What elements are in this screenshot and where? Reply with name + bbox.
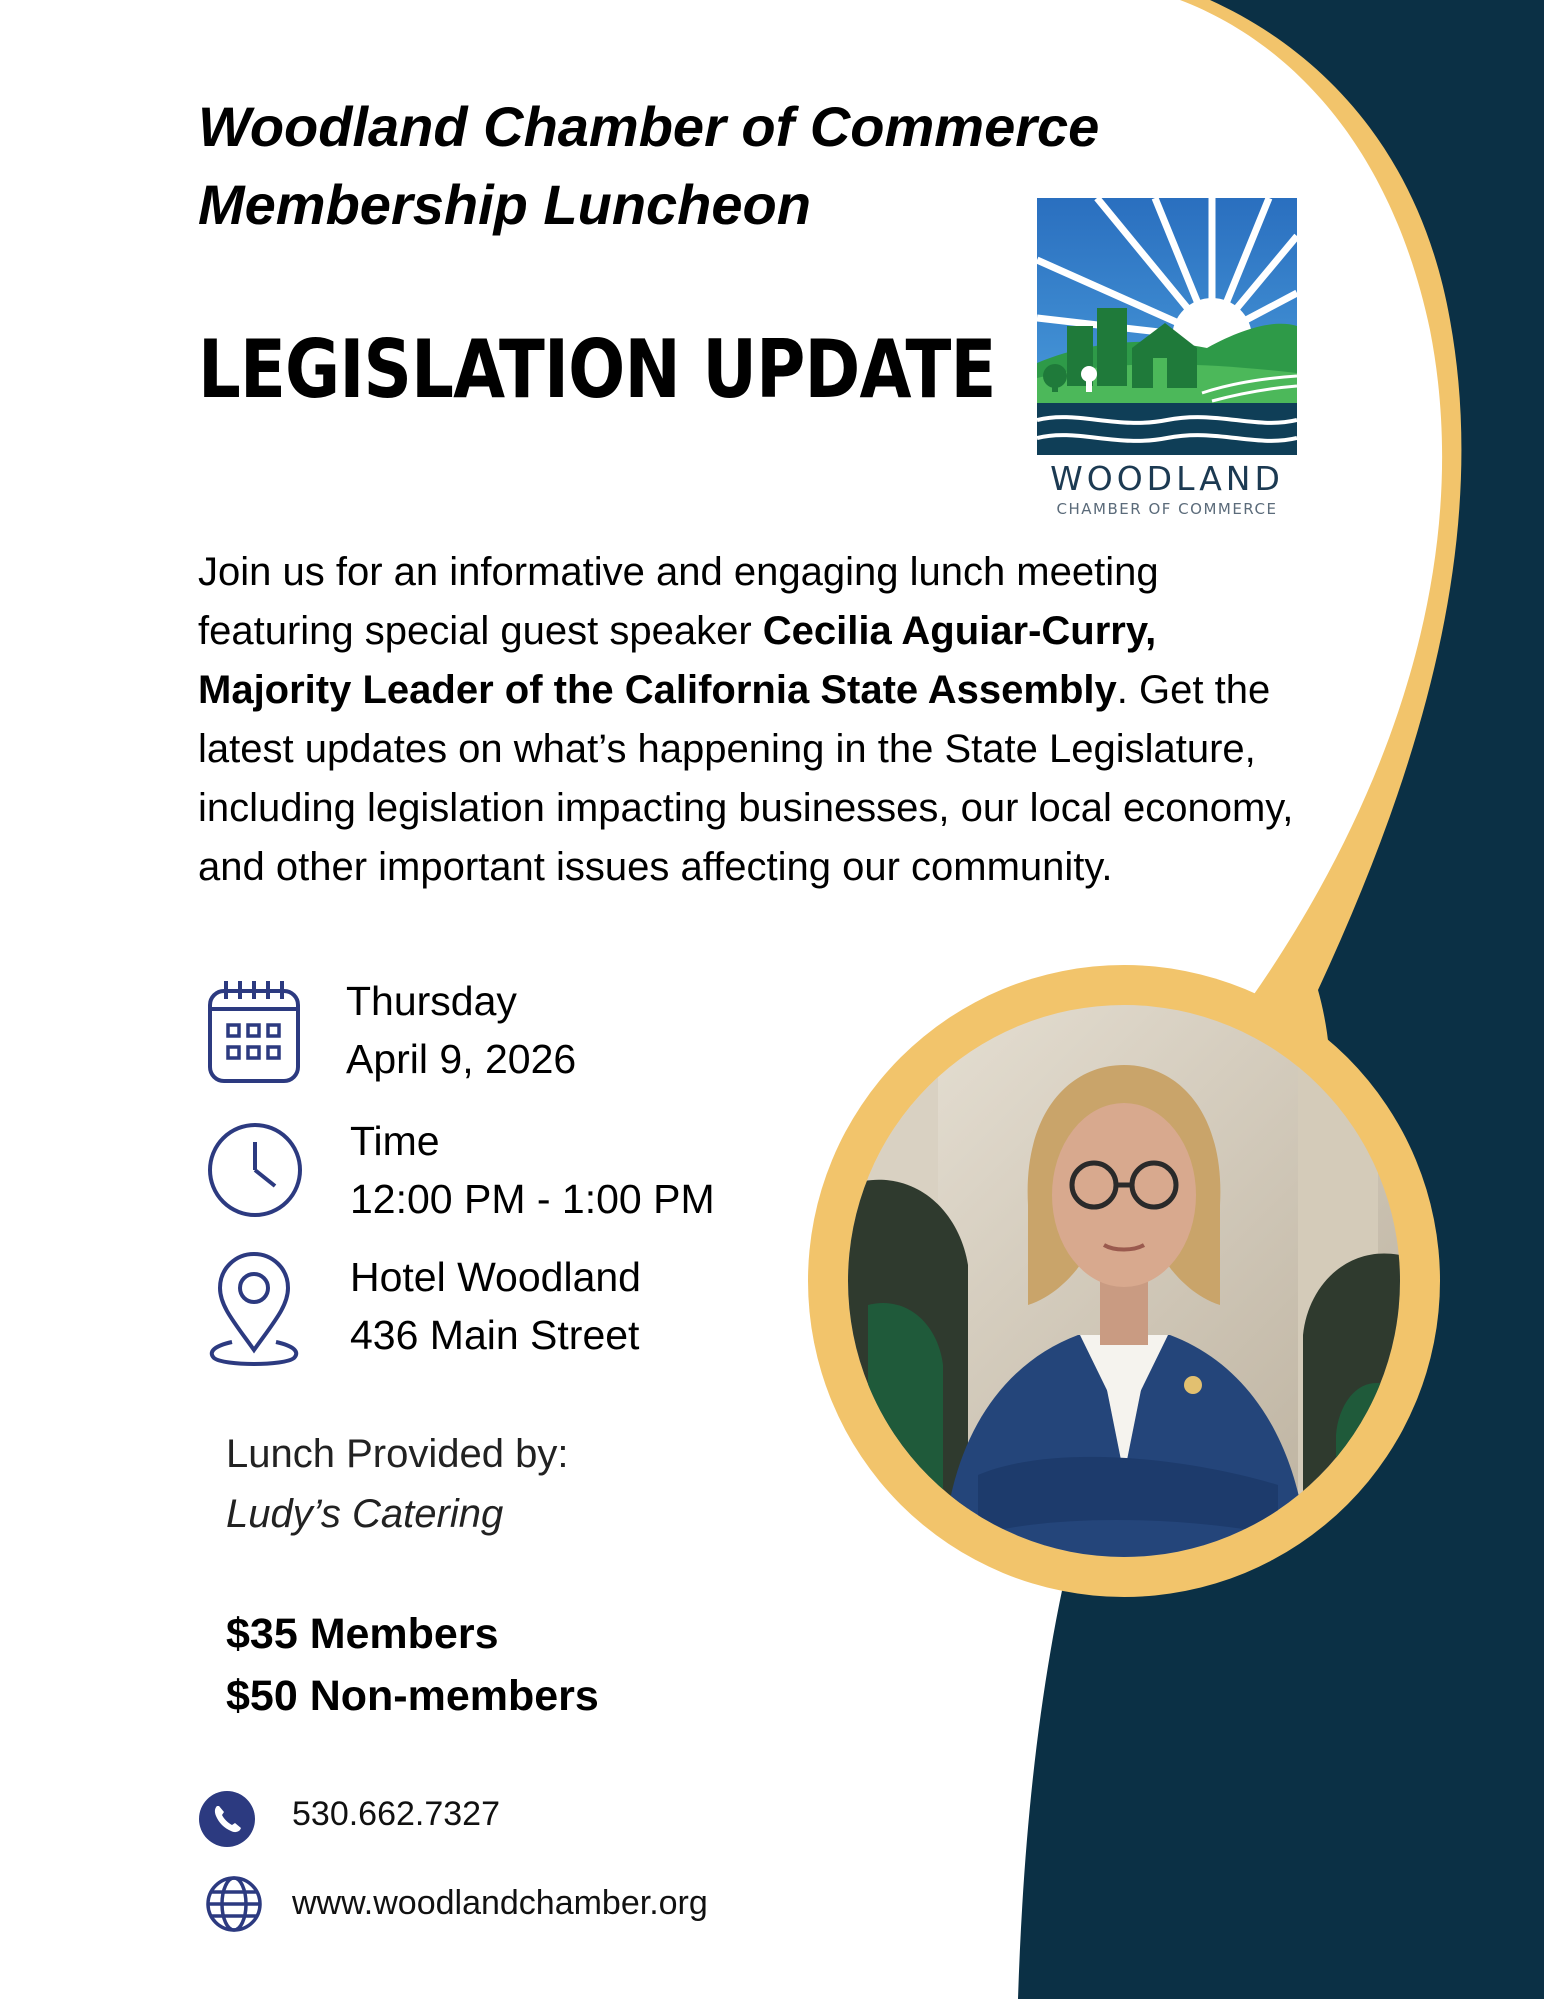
website-link[interactable]: www.woodlandchamber.org [292,1884,708,1922]
chamber-logo [1037,198,1297,519]
description-rest: Get the latest updates on what’s happening in the State Legislature, including legislation impacting businesses, our local economy, and other important issues affecting our community. [198,668,1294,889]
phone-number[interactable]: 530.662.7327 [292,1795,500,1833]
map-pin-icon [204,1250,304,1370]
event-description [198,543,1318,897]
phone-icon [198,1790,256,1848]
venue-address: 436 Main Street [350,1312,640,1358]
event-date-value: April 9, 2026 [346,1036,577,1082]
logo-subtitle: CHAMBER OF COMMERCE [1056,500,1278,518]
price-non-members: $50 Non-members [226,1672,599,1720]
pricing [226,1603,599,1727]
time-label: Time [350,1118,440,1164]
lunch-label: Lunch Provided by: [226,1432,569,1476]
title-line-2: Membership Luncheon [198,173,811,236]
lunch-info [226,1424,568,1544]
title-line-1: Woodland Chamber of Commerce [198,95,1100,158]
description-period: . [1116,668,1128,712]
clock-icon [205,1120,305,1220]
event-date [346,972,576,1088]
event-location [350,1248,641,1364]
speaker-name: Cecilia Aguiar-Curry, Majority Leader of the California State Assembly [198,609,1157,712]
event-day: Thursday [346,978,517,1024]
speaker-portrait [848,1005,1400,1557]
venue-name: Hotel Woodland [350,1254,641,1300]
logo-emblem-icon [1037,198,1297,455]
description-intro: Join us for an informative and engaging lunch meeting featuring special guest speaker [198,550,1159,653]
event-time [350,1112,715,1228]
price-members: $35 Members [226,1610,499,1658]
headline: LEGISLATION UPDATE [198,323,996,416]
speaker-photo [848,1005,1400,1557]
globe-icon [205,1875,263,1933]
logo-name: WOODLAND [1050,459,1284,498]
caterer-name: Ludy’s Catering [226,1492,504,1536]
calendar-icon [206,977,302,1085]
time-value: 12:00 PM - 1:00 PM [350,1176,715,1222]
